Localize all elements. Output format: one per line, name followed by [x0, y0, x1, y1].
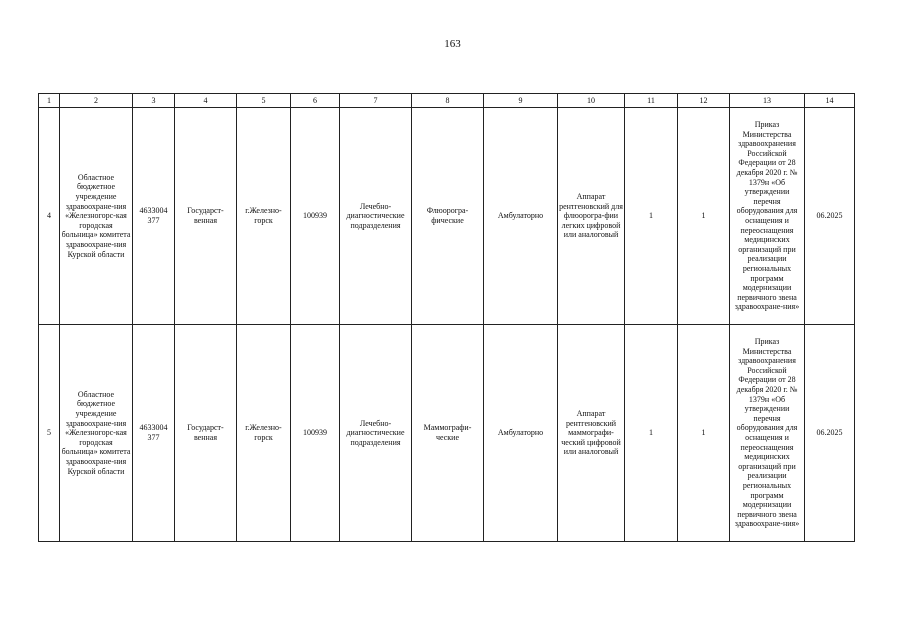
header-cell: 5	[237, 94, 291, 108]
header-cell: 13	[730, 94, 805, 108]
date-cell: 06.2025	[805, 325, 855, 542]
header-cell: 6	[291, 94, 340, 108]
header-cell: 11	[625, 94, 678, 108]
header-cell: 9	[484, 94, 558, 108]
header-cell: 1	[39, 94, 60, 108]
equipment-cell: Аппарат рентгеновский для флюорогра-фии легких цифровой или аналоговый	[558, 108, 625, 325]
organization-cell: Областное бюджетное учреждение здравоохране-ния «Железногорс-кая городская больница» комитета здравоохране-ния Курской области	[60, 325, 133, 542]
header-cell: 2	[60, 94, 133, 108]
header-cell: 3	[133, 94, 175, 108]
table-header-row	[39, 94, 855, 108]
unit-type-cell: Флюорогра-фические	[412, 108, 484, 325]
quantity-cell: 1	[678, 325, 730, 542]
header-cell: 7	[340, 94, 412, 108]
inn-cell: 4633004 377	[133, 108, 175, 325]
header-cell: 8	[412, 94, 484, 108]
ownership-cell: Государст-венная	[175, 325, 237, 542]
equipment-cell: Аппарат рентгеновский маммографи-ческий цифровой или аналоговый	[558, 325, 625, 542]
registry-table	[38, 93, 855, 542]
code-cell: 100939	[291, 108, 340, 325]
quantity-cell: 1	[625, 108, 678, 325]
row-number-cell: 4	[39, 108, 60, 325]
table-row	[39, 325, 855, 542]
page-number: 163	[444, 38, 461, 50]
city-cell: г.Железно-горск	[237, 108, 291, 325]
quantity-cell: 1	[678, 108, 730, 325]
care-form-cell: Амбулаторно	[484, 325, 558, 542]
code-cell: 100939	[291, 325, 340, 542]
unit-type-cell: Маммографи-ческие	[412, 325, 484, 542]
city-cell: г.Железно-горск	[237, 325, 291, 542]
quantity-cell: 1	[625, 325, 678, 542]
header-cell: 12	[678, 94, 730, 108]
row-number-cell: 5	[39, 325, 60, 542]
order-reference-cell: Приказ Министерства здравоохранения Российской Федерации от 28 декабря 2020 г. № 1379н «Об утверждении перечня оборудования для оснащения и переоснащения медицинских организаций при реализации региональных программ модернизации первичного звена здравоохране-ния»	[730, 108, 805, 325]
order-reference-cell: Приказ Министерства здравоохранения Российской Федерации от 28 декабря 2020 г. № 1379н «Об утверждении перечня оборудования для оснащения и переоснащения медицинских организаций при реализации региональных программ модернизации первичного звена здравоохране-ния»	[730, 325, 805, 542]
department-cell: Лечебно-диагностические подразделения	[340, 108, 412, 325]
table-row	[39, 108, 855, 325]
header-cell: 14	[805, 94, 855, 108]
organization-cell: Областное бюджетное учреждение здравоохране-ния «Железногорс-кая городская больница» комитета здравоохране-ния Курской области	[60, 108, 133, 325]
ownership-cell: Государст-венная	[175, 108, 237, 325]
date-cell: 06.2025	[805, 108, 855, 325]
header-cell: 4	[175, 94, 237, 108]
inn-cell: 4633004 377	[133, 325, 175, 542]
department-cell: Лечебно-диагностические подразделения	[340, 325, 412, 542]
care-form-cell: Амбулаторно	[484, 108, 558, 325]
header-cell: 10	[558, 94, 625, 108]
